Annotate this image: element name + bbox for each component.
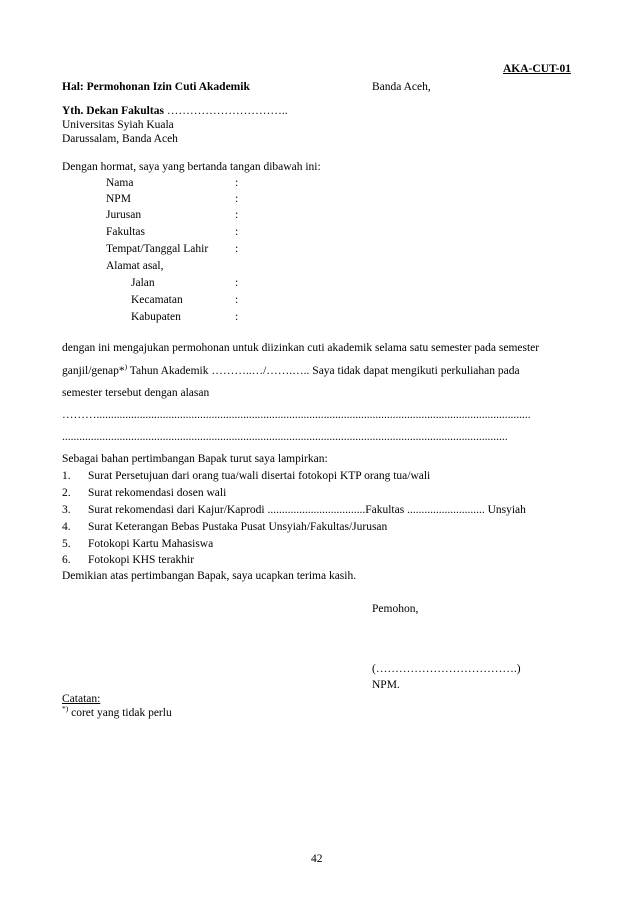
closing-sentence: Demikian atas pertimbangan Bapak, saya ucapkan terima kasih. (62, 570, 357, 582)
recipient-title: Yth. Dekan Fakultas (62, 105, 164, 117)
note-title: Catatan: (62, 693, 101, 705)
recipient-line-2: Universitas Syiah Kuala (62, 119, 174, 131)
attachment-number: 5. (62, 538, 71, 550)
note-text: coret yang tidak perlu (68, 707, 172, 719)
field-label-nama: Nama (106, 177, 134, 189)
field-label-npm: NPM (106, 193, 131, 205)
attachment-item: Fotokopi Kartu Mahasiswa (88, 538, 214, 550)
attachment-item: Surat Keterangan Bebas Pustaka Pusat Unsyiah/Fakultas/Jurusan (88, 521, 388, 533)
recipient-faculty-blank: ………………………….. (163, 105, 288, 117)
note-footnote-mark: *) (62, 704, 69, 714)
field-label-jurusan: Jurusan (106, 209, 142, 221)
signature-label: Pemohon, (372, 603, 419, 615)
field-label-kecamatan: Kecamatan (131, 294, 183, 306)
attachment-item: Surat Persetujuan dari orang tua/wali disertai fotokopi KTP orang tua/wali (88, 470, 431, 482)
semester-option: ganjil/genap* (62, 365, 125, 377)
field-colon: : (235, 226, 239, 238)
field-colon: : (235, 277, 239, 289)
field-colon: : (235, 294, 239, 306)
attachment-item: Surat rekomendasi dosen wali (88, 487, 227, 499)
subject-line: Hal: Permohonan Izin Cuti Akademik (62, 81, 250, 93)
field-label-alamat: Alamat asal, (106, 260, 164, 272)
reason-dots-2: ........................................................................................................................................................... (62, 431, 508, 443)
field-colon: : (235, 209, 239, 221)
note-line (62, 706, 172, 720)
field-colon: : (235, 193, 239, 205)
greeting: Dengan hormat, saya yang bertanda tangan dibawah ini: (62, 161, 321, 173)
signature-npm: NPM. (372, 679, 400, 691)
body-line-3: semester tersebut dengan alasan (62, 387, 210, 399)
recipient-line-3: Darussalam, Banda Aceh (62, 133, 178, 145)
attachment-number: 1. (62, 470, 71, 482)
field-label-ttl: Tempat/Tanggal Lahir (106, 243, 209, 255)
place-date: Banda Aceh, (372, 81, 431, 93)
attachment-item: Fotokopi KHS terakhir (88, 554, 195, 566)
signature-name-line: (……………………………….) (372, 663, 521, 675)
attachment-number: 6. (62, 554, 71, 566)
document-code: AKA-CUT-01 (503, 63, 571, 75)
academic-year-text: Tahun Akademik ………..…/…….….. Saya tidak dapat mengikuti perkuliahan pada (127, 365, 520, 377)
reason-dots-1: ………....................................................................................................................................................... (62, 409, 531, 421)
field-label-fakultas: Fakultas (106, 226, 145, 238)
field-colon: : (235, 311, 239, 323)
field-colon: : (235, 177, 239, 189)
recipient-line-1 (62, 104, 288, 118)
field-label-kabupaten: Kabupaten (131, 311, 181, 323)
field-colon: : (235, 243, 239, 255)
attachment-number: 2. (62, 487, 71, 499)
attachments-intro: Sebagai bahan pertimbangan Bapak turut saya lampirkan: (62, 453, 328, 465)
body-line-2 (62, 364, 520, 378)
field-label-jalan: Jalan (131, 277, 155, 289)
attachment-number: 4. (62, 521, 71, 533)
attachment-item: Surat rekomendasi dari Kajur/Kaprodi ..................................Fakultas ........................... Unsyiah (88, 504, 526, 516)
page-number: 42 (311, 853, 323, 865)
attachment-number: 3. (62, 504, 71, 516)
body-line-1: dengan ini mengajukan permohonan untuk diizinkan cuti akademik selama satu semester pada semester (62, 342, 540, 354)
footnote-mark: ) (124, 362, 128, 372)
